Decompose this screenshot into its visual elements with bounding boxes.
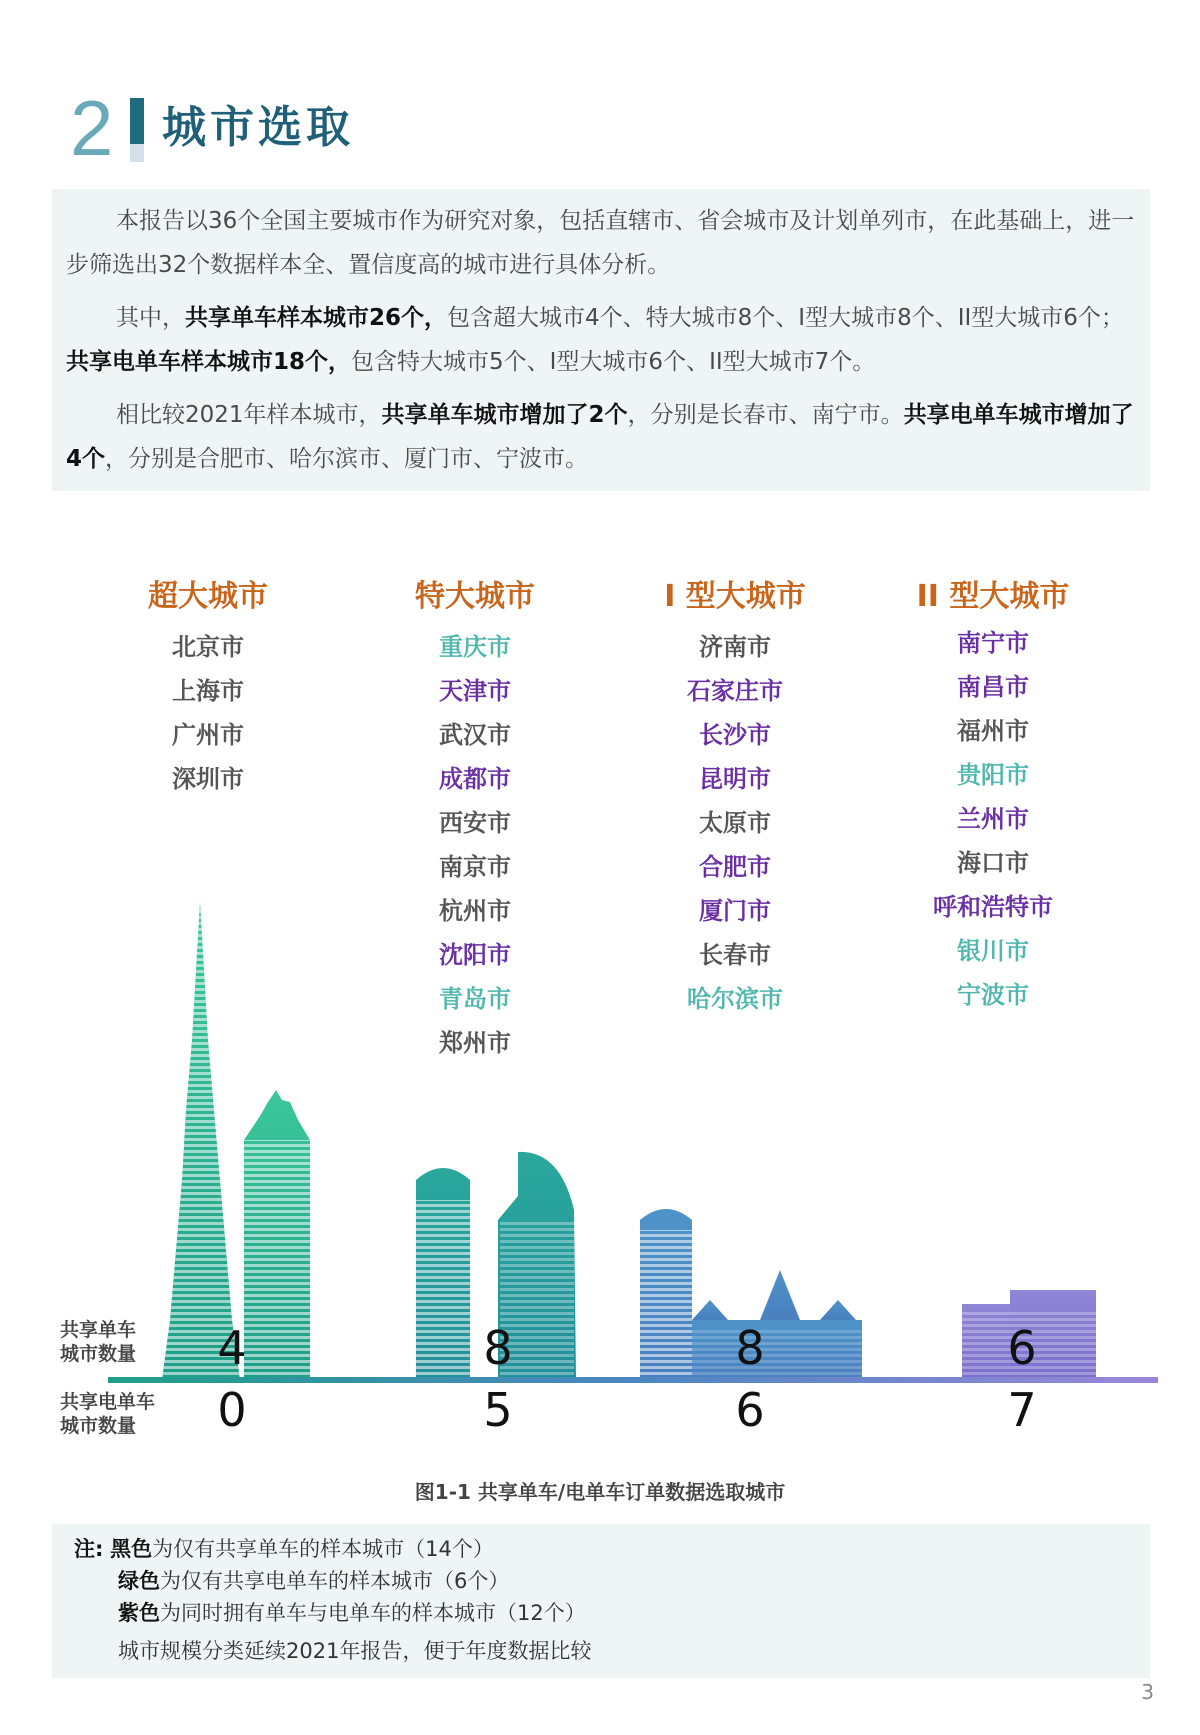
city-name: 杭州市 (439, 897, 511, 925)
note-line-1: 注: 黑色为仅有共享单车的样本城市（14个） (74, 1537, 494, 1561)
column-title-supercity: 特大城市 (415, 579, 535, 614)
column-title-type1: I 型大城市 (664, 579, 806, 614)
city-name: 呼和浩特市 (933, 893, 1053, 921)
city-name: 合肥市 (699, 853, 771, 881)
bike-count-value: 6 (1007, 1321, 1037, 1375)
intro-panel (52, 189, 1150, 491)
skyline-megacity-towers (162, 902, 310, 1380)
city-name: 上海市 (172, 677, 244, 705)
column-title-megacity: 超大城市 (148, 579, 268, 614)
city-name: 西安市 (439, 809, 511, 837)
figure-caption: 图1-1 共享单车/电单车订单数据选取城市 (414, 1480, 786, 1504)
column-title-type2: II 型大城市 (916, 579, 1070, 614)
ebike-count-value: 7 (1007, 1383, 1037, 1437)
intro-paragraph-1: 本报告以36个全国主要城市作为研究对象，包括直辖市、省会城市及计划单列市，在此基础上，进一步筛选出32个数据样本全、置信度高的城市进行具体分析。 (66, 208, 1135, 278)
city-name: 郑州市 (439, 1029, 511, 1057)
city-name: 沈阳市 (439, 941, 511, 969)
city-name: 海口市 (957, 849, 1029, 877)
city-name: 哈尔滨市 (687, 985, 783, 1013)
city-name: 石家庄市 (687, 677, 783, 705)
city-name: 北京市 (172, 633, 244, 661)
city-name: 昆明市 (699, 765, 771, 793)
section-title: 城市选取 (162, 102, 354, 153)
city-name: 成都市 (439, 765, 511, 793)
ebike-count-value: 6 (735, 1383, 765, 1437)
city-name: 长春市 (699, 941, 771, 969)
note-line-2: 绿色为仅有共享电单车的样本城市（6个） (118, 1569, 510, 1593)
city-name: 兰州市 (957, 805, 1029, 833)
ebike-count-value: 0 (217, 1383, 247, 1437)
bike-count-value: 4 (217, 1321, 247, 1375)
city-name: 青岛市 (439, 985, 511, 1013)
ebike-count-label: 共享电单车 城市数量 (60, 1391, 156, 1437)
city-name: 天津市 (439, 677, 511, 705)
section-accent-bar (130, 98, 144, 162)
city-name: 济南市 (699, 633, 771, 661)
ground-line (108, 1377, 1158, 1383)
city-name: 南京市 (439, 853, 511, 881)
city-name: 武汉市 (439, 721, 511, 749)
note-line-3: 紫色为同时拥有单车与电单车的样本城市（12个） (118, 1601, 586, 1625)
city-name: 南宁市 (957, 629, 1029, 657)
city-name: 银川市 (957, 937, 1029, 965)
section-number: 2 (70, 84, 114, 172)
notes-panel (52, 1524, 1150, 1678)
city-name: 宁波市 (957, 981, 1029, 1009)
city-name: 广州市 (172, 721, 244, 749)
city-name: 厦门市 (699, 897, 771, 925)
city-name: 贵阳市 (957, 761, 1029, 789)
city-name: 长沙市 (699, 721, 771, 749)
note-line-4: 城市规模分类延续2021年报告，便于年度数据比较 (118, 1639, 592, 1663)
bike-count-value: 8 (483, 1321, 513, 1375)
ebike-count-value: 5 (483, 1383, 513, 1437)
city-name: 深圳市 (172, 765, 244, 793)
bike-count-label: 共享单车 城市数量 (60, 1319, 137, 1365)
page-number: 3 (1141, 1680, 1154, 1704)
intro-paragraph-2: 其中，共享单车样本城市26个，包含超大城市4个、特大城市8个、I型大城市8个、II型大城市6个；共享电单车样本城市18个，包含特大城市5个、I型大城市6个、II型大城市7个。 (66, 305, 1124, 375)
city-name: 重庆市 (439, 633, 511, 661)
city-name: 南昌市 (957, 673, 1029, 701)
city-name: 福州市 (957, 717, 1029, 745)
intro-paragraph-3: 相比较2021年样本城市，共享单车城市增加了2个，分别是长春市、南宁市。共享电单车城市增加了4个，分别是合肥市、哈尔滨市、厦门市、宁波市。 (66, 402, 1134, 472)
bike-count-value: 8 (735, 1321, 765, 1375)
city-name: 太原市 (699, 809, 771, 837)
